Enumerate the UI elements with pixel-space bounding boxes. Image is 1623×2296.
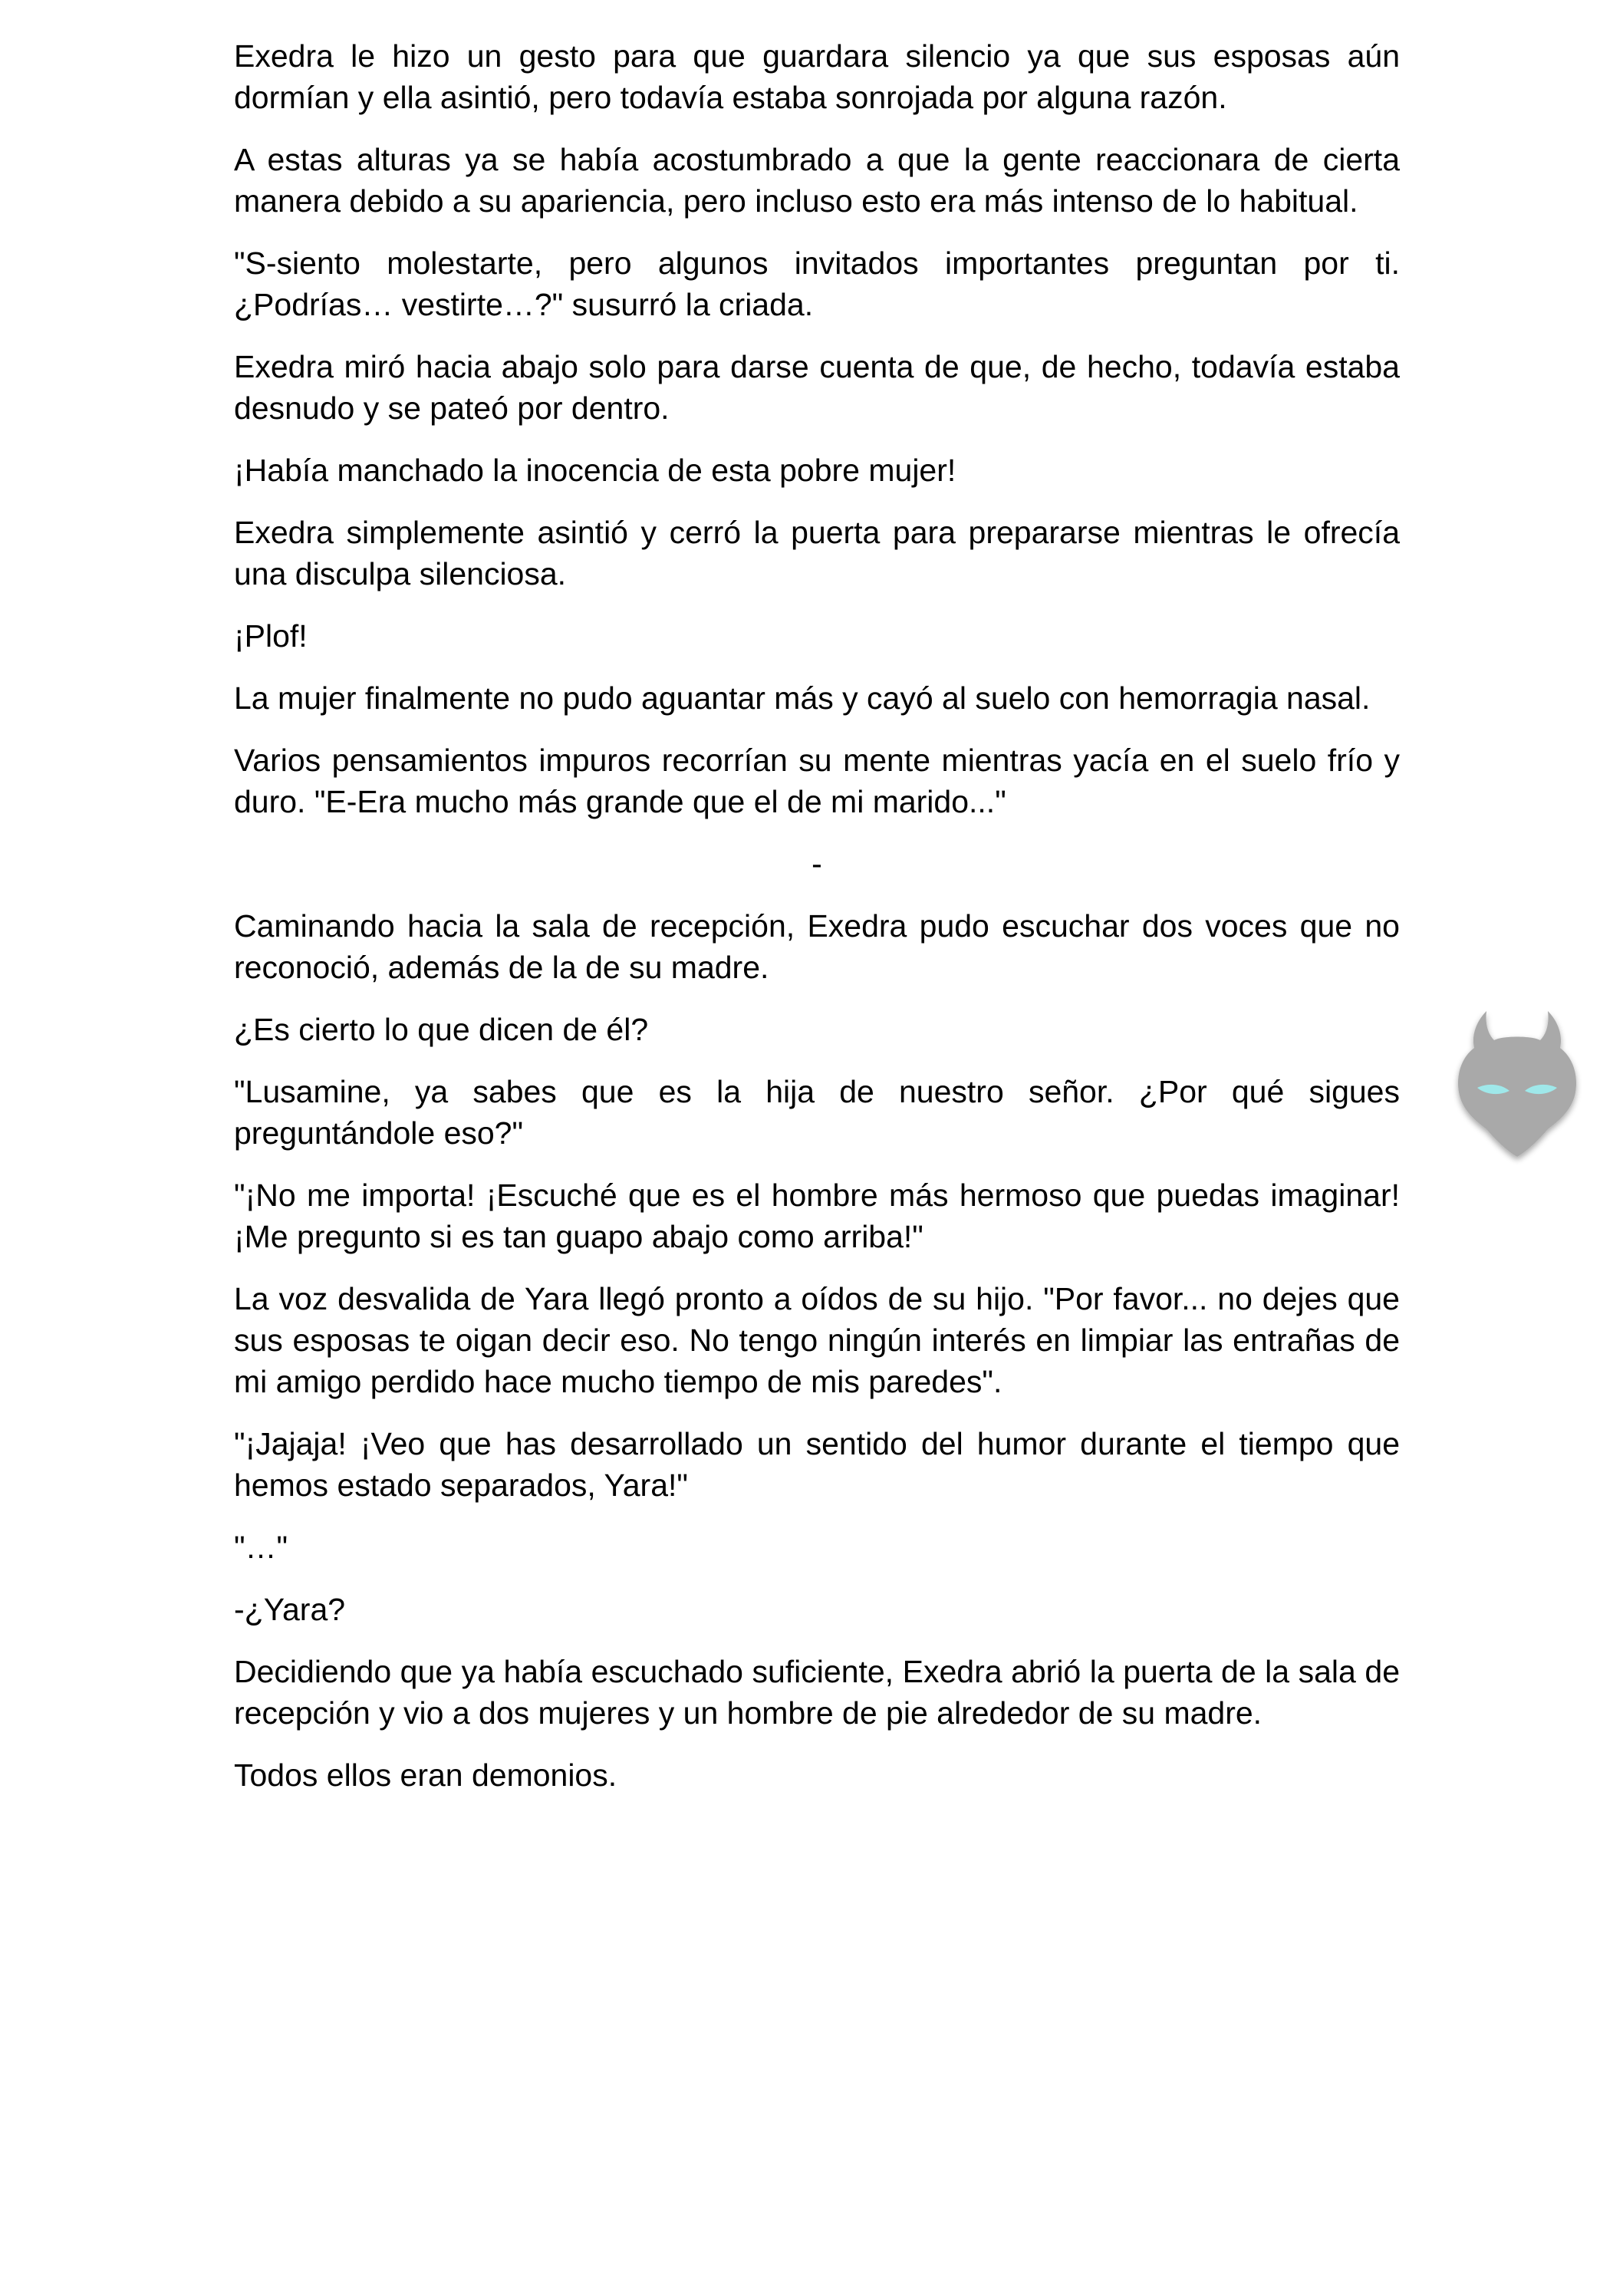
paragraph: "Lusamine, ya sabes que es la hija de nuestro señor. ¿Por qué sigues preguntándole eso?" <box>234 1074 1400 1151</box>
paragraph: La mujer finalmente no pudo aguantar más y cayó al suelo con hemorragia nasal. <box>234 680 1371 716</box>
paragraph: Exedra le hizo un gesto para que guardara silencio ya que sus esposas aún dormían y ella asintió, pero todavía estaba sonrojada por alguna razón. <box>234 38 1400 115</box>
paragraph: Todos ellos eran demonios. <box>234 1757 617 1793</box>
document-body <box>234 35 1400 1817</box>
demon-head-icon <box>1440 997 1594 1166</box>
paragraph: "¡Jajaja! ¡Veo que has desarrollado un sentido del humor durante el tiempo que hemos estado separados, Yara!" <box>234 1426 1400 1503</box>
paragraph: "…" <box>234 1530 288 1565</box>
paragraph: ¿Es cierto lo que dicen de él? <box>234 1012 649 1047</box>
paragraph: ¡Había manchado la inocencia de esta pobre mujer! <box>234 453 956 488</box>
paragraph: La voz desvalida de Yara llegó pronto a oídos de su hijo. "Por favor... no dejes que sus esposas te oigan decir eso. No tengo ningún interés en limpiar las entrañas de mi amigo perdido hace mucho tiempo de mis paredes". <box>234 1281 1400 1399</box>
paragraph: Exedra simplemente asintió y cerró la puerta para prepararse mientras le ofrecía una disculpa silenciosa. <box>234 515 1400 591</box>
paragraph: Exedra miró hacia abajo solo para darse cuenta de que, de hecho, todavía estaba desnudo y se pateó por dentro. <box>234 349 1400 426</box>
paragraph: "¡No me importa! ¡Escuché que es el hombre más hermoso que puedas imaginar! ¡Me pregunto si es tan guapo abajo como arriba!" <box>234 1178 1400 1254</box>
paragraph: "S-siento molestarte, pero algunos invitados importantes preguntan por ti. ¿Podrías… vestirte…?" susurró la criada. <box>234 245 1400 322</box>
paragraph: Caminando hacia la sala de recepción, Exedra pudo escuchar dos voces que no reconoció, además de la de su madre. <box>234 908 1400 985</box>
paragraph: A estas alturas ya se había acostumbrado a que la gente reaccionara de cierta manera debido a su apariencia, pero incluso esto era más intenso de lo habitual. <box>234 142 1400 219</box>
paragraph: Decidiendo que ya había escuchado suficiente, Exedra abrió la puerta de la sala de recepción y vio a dos mujeres y un hombre de pie alrededor de su madre. <box>234 1654 1400 1731</box>
paragraph: -¿Yara? <box>234 1592 346 1627</box>
paragraph: ¡Plof! <box>234 618 308 654</box>
paragraph: Varios pensamientos impuros recorrían su mente mientras yacía en el suelo frío y duro. "E-Era mucho más grande que el de mi marido..." <box>234 743 1400 819</box>
scene-separator: - <box>812 846 822 881</box>
